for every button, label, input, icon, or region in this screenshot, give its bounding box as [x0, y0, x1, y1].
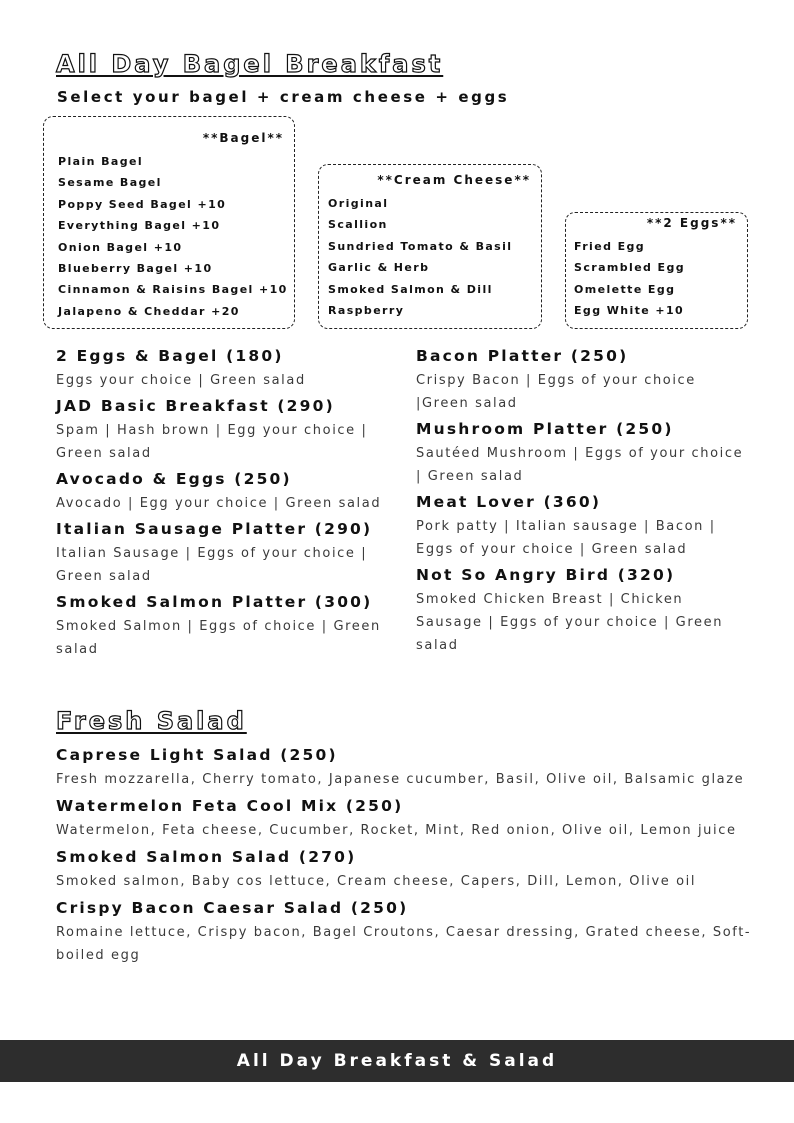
bagel-option: Everything Bagel +10: [58, 219, 221, 233]
egg-option: Fried Egg: [574, 240, 646, 253]
dish-description: Smoked Chicken Breast | Chicken Sausage | Eggs of your choice | Green salad: [416, 592, 724, 653]
dish-name: Smoked Salmon Salad (270): [56, 848, 357, 866]
eggs-options-box: [565, 212, 748, 329]
dish-description: Spam | Hash brown | Egg your choice | Green salad: [56, 423, 368, 461]
menu-item: [56, 745, 756, 791]
dish-name: 2 Eggs & Bagel (180): [56, 347, 284, 365]
dish-description: Eggs your choice | Green salad: [56, 373, 306, 388]
menu-item: [56, 847, 756, 893]
menu-item: [56, 469, 401, 515]
section-title-bagel-breakfast: All Day Bagel Breakfast: [56, 50, 444, 78]
menu-item: [416, 565, 751, 657]
salad-list: [56, 745, 756, 972]
section-title-fresh-salad: Fresh Salad: [56, 707, 247, 735]
bagel-box-heading: **Bagel**: [202, 131, 284, 145]
menu-item: [56, 346, 401, 392]
dish-description: Sautéed Mushroom | Eggs of your choice | Green salad: [416, 446, 744, 484]
dish-description: Smoked salmon, Baby cos lettuce, Cream cheese, Capers, Dill, Lemon, Olive oil: [56, 874, 697, 889]
cream-cheese-option: Sundried Tomato & Basil: [328, 239, 513, 253]
bagel-option: Cinnamon & Raisins Bagel +10: [58, 283, 288, 297]
dish-name: Not So Angry Bird (320): [416, 566, 676, 584]
dish-name: JAD Basic Breakfast (290): [56, 397, 335, 415]
cream-cheese-option: Garlic & Herb: [328, 261, 430, 275]
section-subtitle: Select your bagel + cream cheese + eggs: [57, 88, 510, 106]
menu-item: [416, 346, 751, 415]
cream-cheese-option: Scallion: [328, 218, 388, 232]
bagel-option: Sesame Bagel: [58, 176, 162, 190]
menu-item: [56, 396, 401, 465]
menu-item: [56, 796, 756, 842]
dish-description: Smoked Salmon | Eggs of choice | Green salad: [56, 619, 381, 657]
bagel-option: Poppy Seed Bagel +10: [58, 197, 227, 211]
dish-description: Pork patty | Italian sausage | Bacon | Eggs of your choice | Green salad: [416, 519, 716, 557]
dish-name: Bacon Platter (250): [416, 347, 629, 365]
cream-cheese-options-list: [328, 193, 512, 321]
dish-description: Watermelon, Feta cheese, Cucumber, Rocket, Mint, Red onion, Olive oil, Lemon juice: [56, 823, 737, 838]
bagel-option: Onion Bagel +10: [58, 240, 183, 254]
dish-name: Caprese Light Salad (250): [56, 746, 338, 764]
menu-item: [56, 592, 401, 661]
cream-cheese-option: Raspberry: [328, 303, 405, 317]
menu-item: [56, 519, 401, 588]
menu-item: [56, 898, 756, 967]
dish-name: Mushroom Platter (250): [416, 420, 674, 438]
bagel-option: Plain Bagel: [58, 155, 143, 168]
dish-name: Watermelon Feta Cool Mix (250): [56, 797, 404, 815]
breakfast-left-column: [56, 346, 401, 665]
dish-name: Avocado & Eggs (250): [56, 470, 292, 488]
bagel-options-box: [43, 116, 295, 329]
bagel-option: Blueberry Bagel +10: [58, 261, 213, 275]
egg-option: Omelette Egg: [574, 282, 676, 296]
egg-option: Egg White +10: [574, 304, 685, 318]
dish-description: Crispy Bacon | Eggs of your choice |Green salad: [416, 373, 696, 411]
dish-description: Romaine lettuce, Crispy bacon, Bagel Croutons, Caesar dressing, Grated cheese, Soft-boiled egg: [56, 925, 752, 963]
dish-description: Italian Sausage | Eggs of your choice | Green salad: [56, 546, 368, 584]
dish-description: Fresh mozzarella, Cherry tomato, Japanese cucumber, Basil, Olive oil, Balsamic glaze: [56, 772, 745, 787]
cream-cheese-option: Smoked Salmon & Dill: [328, 282, 493, 296]
footer-banner: All Day Breakfast & Salad: [0, 1040, 794, 1082]
dish-name: Italian Sausage Platter (290): [56, 520, 373, 538]
breakfast-right-column: [416, 346, 751, 661]
egg-option: Scrambled Egg: [574, 261, 686, 275]
cream-cheese-option: Original: [328, 197, 389, 210]
cream-cheese-box-heading: **Cream Cheese**: [377, 173, 531, 187]
dish-name: Crispy Bacon Caesar Salad (250): [56, 899, 409, 917]
bagel-options-list: [58, 151, 288, 322]
dish-description: Avocado | Egg your choice | Green salad: [56, 496, 382, 511]
eggs-options-list: [574, 236, 685, 322]
dish-name: Meat Lover (360): [416, 493, 602, 511]
menu-item: [416, 492, 751, 561]
bagel-option: Jalapeno & Cheddar +20: [58, 304, 240, 318]
menu-item: [416, 419, 751, 488]
cream-cheese-options-box: [318, 164, 542, 329]
dish-name: Smoked Salmon Platter (300): [56, 593, 373, 611]
eggs-box-heading: **2 Eggs**: [646, 216, 737, 230]
